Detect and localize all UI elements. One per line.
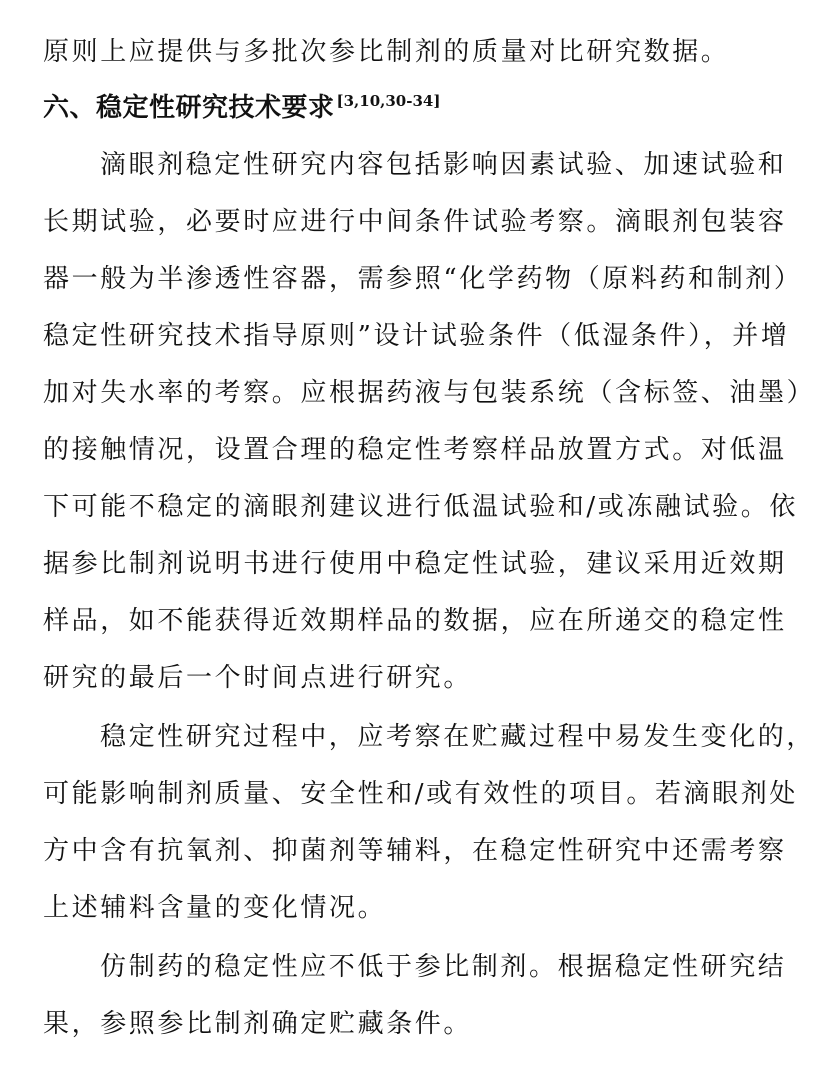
text-line: 据参比制剂说明书进行使用中稳定性试验，建议采用近效期 <box>43 549 787 579</box>
paragraph-first-line: 滴眼剂稳定性研究内容包括影响因素试验、加速试验和 <box>100 150 787 180</box>
paragraph-first-line: 仿制药的稳定性应不低于参比制剂。根据稳定性研究结 <box>100 952 787 982</box>
section-heading-text: 六、稳定性研究技术要求 <box>43 93 335 123</box>
text-line: 方中含有抗氧剂、抑菌剂等辅料，在稳定性研究中还需考察 <box>43 836 787 866</box>
citation-reference: [3,10,30-34] <box>336 92 441 110</box>
text-line: 样品，如不能获得近效期样品的数据，应在所递交的稳定性 <box>43 606 787 636</box>
text-line: 的接触情况，设置合理的稳定性考察样品放置方式。对低温 <box>43 435 787 465</box>
text-line: 稳定性研究技术指导原则”设计试验条件（低湿条件），并增 <box>43 321 790 351</box>
text-line: 研究的最后一个时间点进行研究。 <box>43 663 473 693</box>
text-line: 果，参照参比制剂确定贮藏条件。 <box>43 1009 473 1039</box>
text-line: 原则上应提供与多批次参比制剂的质量对比研究数据。 <box>43 37 730 67</box>
text-line: 下可能不稳定的滴眼剂建议进行低温试验和/或冻融试验。依 <box>43 492 798 522</box>
text-line: 可能影响制剂质量、安全性和/或有效性的项目。若滴眼剂处 <box>43 779 798 809</box>
text-line: 上述辅料含量的变化情况。 <box>43 893 387 923</box>
text-line: 长期试验，必要时应进行中间条件试验考察。滴眼剂包装容 <box>43 207 787 237</box>
paragraph-first-line: 稳定性研究过程中，应考察在贮藏过程中易发生变化的， <box>100 722 815 752</box>
section-heading <box>43 79 815 137</box>
text-line: 器一般为半渗透性容器，需参照“化学药物（原料药和制剂） <box>43 264 803 294</box>
text-line: 加对失水率的考察。应根据药液与包装系统（含标签、油墨） <box>43 378 815 408</box>
